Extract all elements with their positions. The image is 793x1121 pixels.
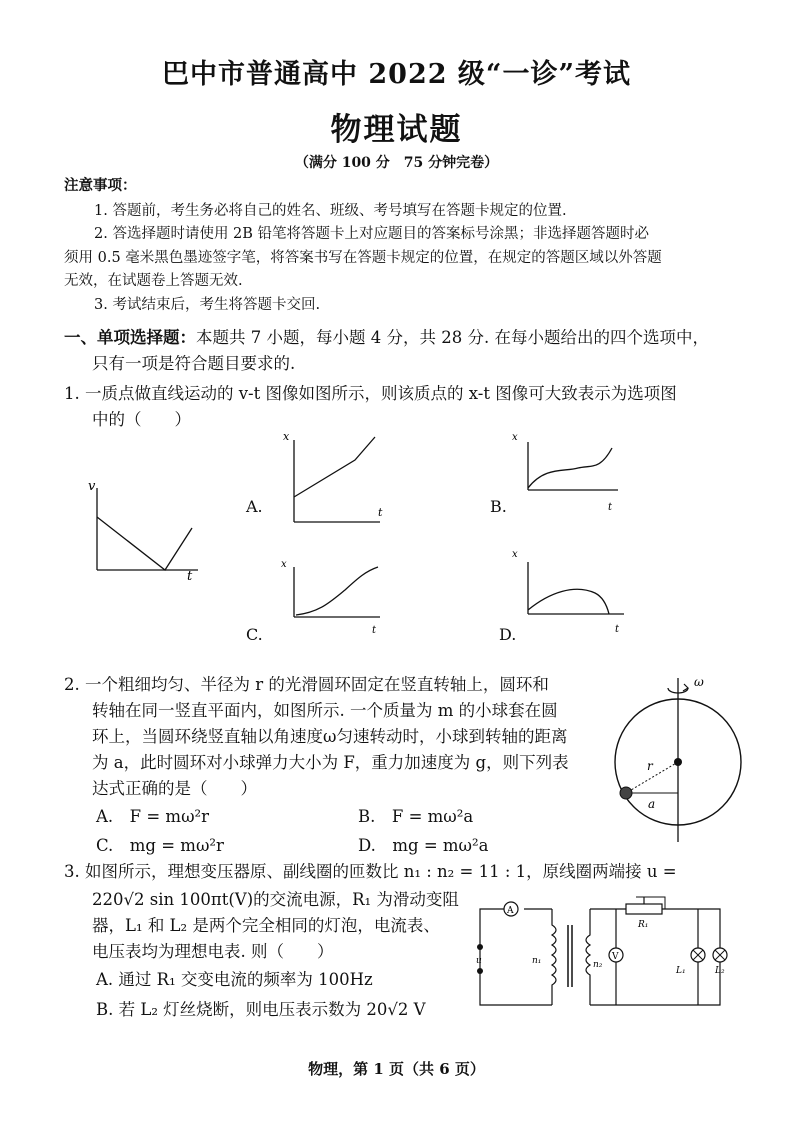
svg-text:x: x [281, 559, 287, 570]
exam-title: 巴中市普通高中 2022 级“一诊”考试 [161, 59, 631, 90]
q2-stem: 环上，当圆环绕竖直轴以角速度ω匀速转动时，小球到转轴的距离 [92, 727, 568, 746]
svg-text:L₂: L₂ [715, 966, 725, 976]
svg-text:x: x [512, 549, 518, 560]
q2-stem: 达式正确的是（ ） [92, 779, 257, 798]
q2-stem: 2. 一个粗细均匀、半径为 r 的光滑圆环固定在竖直转轴上，圆环和 [64, 675, 549, 694]
q2-option-c: C. mg = mω²r [96, 836, 224, 855]
notice-item: 须用 0.5 毫米黑色墨迹签字笔，将答案书写在答题卡规定的位置，在规定的答题区域以外答题 [64, 250, 662, 266]
svg-text:x: x [283, 430, 290, 443]
terminal-bottom [477, 968, 483, 974]
svg-text:u: u [476, 956, 482, 966]
svg-text:t: t [378, 506, 383, 519]
q2-option-b: B. F = mω²a [358, 807, 474, 826]
q3-stem: 器，L₁ 和 L₂ 是两个完全相同的灯泡，电流表、 [92, 916, 440, 935]
ring-figure [600, 670, 750, 850]
vt-curve [97, 517, 192, 570]
q2-option-d: D. mg = mω²a [358, 836, 489, 855]
section-desc-2: 只有一项是符合题目要求的. [92, 354, 296, 373]
omega-label: ω [694, 675, 704, 689]
svg-text:t: t [372, 625, 377, 636]
q3-option-a: A. 通过 R₁ 交变电流的频率为 100Hz [96, 970, 373, 989]
option-c-curve [296, 567, 378, 615]
svg-text:R₁: R₁ [638, 920, 649, 930]
svg-text:A: A [507, 906, 514, 916]
circuit-figure [470, 895, 740, 1015]
svg-text:L₁: L₁ [676, 966, 686, 976]
option-a-curve [294, 437, 375, 497]
svg-text:V: V [612, 952, 619, 962]
q3-option-b: B. 若 L₂ 灯丝烧断，则电压表示数为 20√2 V [96, 1000, 426, 1019]
subject-title: 物理试题 [330, 112, 463, 148]
option-c-label: C. [246, 625, 263, 644]
exam-subtitle: （满分 100 分 75 分钟完卷） [294, 155, 499, 171]
q2-stem: 为 a，此时圆环对小球弹力大小为 F，重力加速度为 g，则下列表 [92, 753, 569, 772]
q1-stem: 1. 一质点做直线运动的 v-t 图像如图所示，则该质点的 x-t 图像可大致表示为选项图 [64, 384, 677, 403]
svg-text:t: t [615, 624, 620, 635]
a-label: a [648, 797, 656, 811]
q3-stem: 电压表均为理想电表. 则（ ） [92, 942, 334, 961]
rheostat-r1 [626, 904, 662, 914]
svg-text:n₁: n₁ [532, 956, 542, 966]
notice-heading: 注意事项： [64, 177, 137, 194]
q1-stem-2: 中的（ ） [92, 410, 191, 429]
secondary-coil [586, 909, 590, 1005]
r-label: r [647, 759, 653, 773]
option-d-graph [512, 549, 624, 635]
vt-graph [88, 479, 198, 584]
option-b-label: B. [490, 497, 507, 516]
q3-stem: 3. 如图所示，理想变压器原、副线圈的匝数比 n₁ : n₂ = 11 : 1，原线圈两端接 u = [64, 862, 677, 881]
notice-item: 无效，在试题卷上答题无效. [64, 273, 243, 289]
option-c-graph [281, 559, 380, 636]
vt-t-label: t [187, 569, 193, 584]
svg-text:n₂: n₂ [593, 960, 603, 970]
q3-stem: 220√2 sin 100πt(V)的交流电源，R₁ 为滑动变阻 [92, 890, 459, 909]
svg-text:t: t [608, 502, 613, 513]
primary-coil [552, 909, 556, 1005]
svg-text:x: x [512, 432, 518, 443]
notice-item: 3. 考试结束后，考生将答题卡交回. [94, 297, 321, 313]
section-heading: 一、单项选择题： [64, 328, 196, 347]
q2-stem: 转轴在同一竖直平面内，如图所示. 一个质量为 m 的小球套在圆 [92, 701, 558, 720]
option-d-curve [528, 589, 609, 614]
option-b-curve [528, 448, 612, 488]
option-b-graph [512, 432, 618, 513]
q2-option-a: A. F = mω²r [96, 807, 210, 826]
ball [620, 787, 632, 799]
notice-item: 1. 答题前，考生务必将自己的姓名、班级、考号填写在答题卡规定的位置. [94, 203, 567, 219]
page-footer: 物理，第 1 页（共 6 页） [308, 1060, 485, 1078]
section-desc: 本题共 7 小题，每小题 4 分，共 28 分. 在每小题给出的四个选项中， [196, 328, 709, 347]
option-d-label: D. [499, 625, 517, 644]
terminal-top [477, 944, 483, 950]
option-a-label: A. [246, 497, 263, 516]
option-a-graph [283, 430, 383, 522]
vt-v-label: v [88, 479, 96, 494]
notice-item: 2. 答选择题时请使用 2B 铅笔将答题卡上对应题目的答案标号涂黑；非选择题答题时必 [94, 226, 650, 242]
